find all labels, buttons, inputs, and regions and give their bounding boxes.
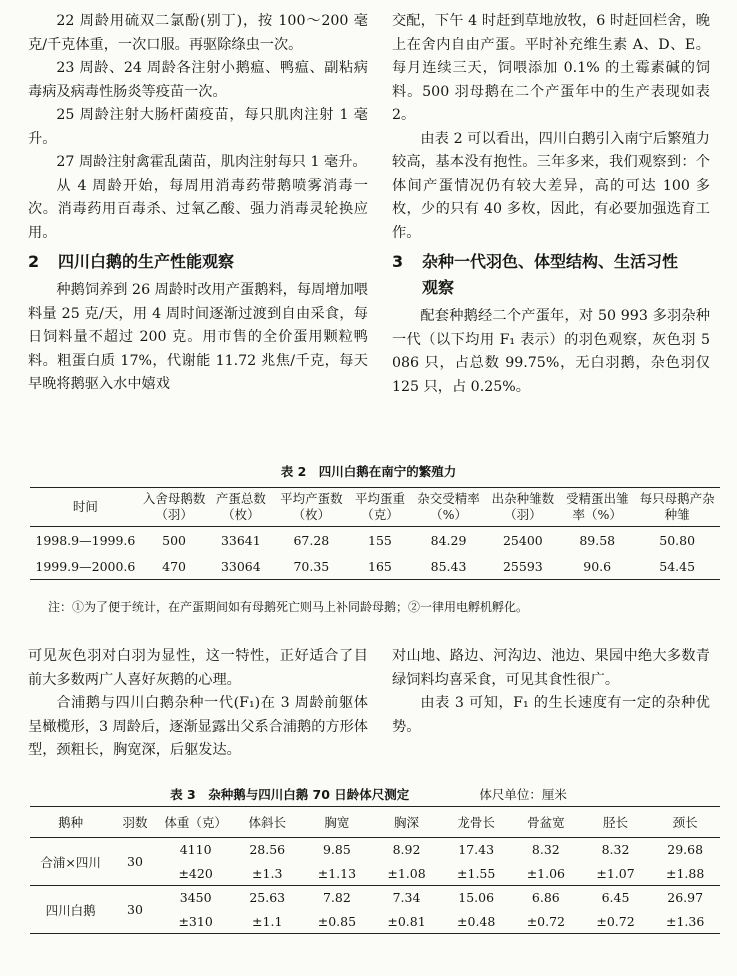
table2-cell: 1998.9—1999.6 [35, 532, 136, 548]
table3-sd: ±1.13 [302, 862, 372, 886]
table3-count: 30 [127, 902, 143, 917]
table3-mean: 6.86 [531, 890, 560, 906]
table2-header: 出杂种雏数（羽） [486, 488, 560, 527]
table2-cell: 155 [368, 532, 392, 548]
column-bottom-left [28, 645, 368, 763]
table3-unit: 体尺单位：厘米 [479, 787, 567, 802]
paragraph-table2-analysis: 由表 2 可以看出，四川白鹅引入南宁后繁殖力较高，基本没有抱性。三年多来，我们观察到：个体间产蛋情况仍有较大差异，高的可达 100 多枚，少的只有 40 多枚，因此，有必要加强选育工作。 [392, 130, 710, 241]
table2-cell: 25400 [502, 532, 543, 548]
table3-mean: 17.43 [458, 842, 495, 858]
table2-caption: 表 2 四川白鹅在南宁的繁殖力 [280, 464, 457, 479]
table2-cell: 165 [368, 558, 392, 574]
table-row [30, 527, 720, 554]
table3-breed: 四川白鹅 [45, 902, 96, 918]
table3-header: 胸宽 [302, 807, 372, 838]
table3-mean: 6.45 [601, 890, 630, 906]
table3-sd: ±1.06 [511, 862, 581, 886]
table3-sd: ±0.48 [457, 913, 496, 929]
table3-header: 体重（克） [159, 807, 233, 838]
table2-header: 受精蛋出雏率（%） [560, 488, 634, 527]
table2-cell: 33641 [220, 532, 261, 548]
table2-cell: 25593 [502, 558, 543, 574]
table3-mean: 4110 [179, 842, 212, 858]
column-top-left [28, 10, 368, 397]
table3-sd: ±1.88 [650, 862, 720, 886]
table2-cell: 67.28 [293, 532, 330, 548]
table2-header: 每只母鹅产杂种雏 [634, 488, 720, 527]
table3-sd: ±1.3 [232, 862, 302, 886]
table3-mean: 25.63 [249, 890, 286, 906]
table3-sd: ±0.72 [526, 913, 565, 929]
table2-cell: 85.43 [430, 558, 467, 574]
table-row [30, 553, 720, 580]
table-row [30, 886, 720, 910]
table3-header: 胸深 [372, 807, 442, 838]
paragraph-body-shape: 合浦鹅与四川白鹅杂种一代(F₁)在 3 周龄前躯体呈橄榄形，3 周龄后，逐渐显露出父系合浦鹅的方形体型，颈粗长，胸宽深，后躯发达。 [28, 695, 368, 758]
table2-header: 平均产蛋数（枚） [274, 488, 348, 527]
table3-sd: ±420 [159, 862, 233, 886]
table3-sd: ±0.81 [387, 913, 426, 929]
table3-caption-line [0, 785, 737, 803]
table2-header: 时间 [30, 488, 141, 527]
table3-sd: ±1.36 [666, 913, 705, 929]
paragraph-foraging: 对山地、路边、河沟边、池边、果园中绝大多数青绿饲料均喜采食，可见其食性很广。 [392, 648, 710, 688]
table3-mean: 8.32 [531, 842, 560, 858]
table3-mean: 7.34 [392, 890, 421, 906]
paragraph-deworm: 22 周龄用硫双二氯酚(别丁)，按 100～200 毫克/千克体重，一次口服。再驱除绦虫一次。 [28, 13, 368, 53]
table3-sd: ±1.1 [252, 913, 283, 929]
table2-cell: 33064 [220, 558, 261, 574]
column-top-right [392, 10, 710, 399]
table3-mean: 15.06 [458, 890, 495, 906]
paragraph-vaccine-25: 25 周龄注射大肠杆菌疫苗，每只肌肉注射 1 毫升。 [28, 107, 368, 147]
table3-breed: 合浦×四川 [30, 838, 111, 886]
table3-mean: 8.92 [392, 842, 421, 858]
paragraph-heterosis: 由表 3 可知，F₁ 的生长速度有一定的杂种优势。 [392, 695, 710, 735]
table3-mean: 28.56 [249, 842, 286, 858]
table2-cell: 70.35 [293, 558, 330, 574]
table2-cell: 470 [162, 558, 186, 574]
table2-note: 注：①为了便于统计，在产蛋期间如有母鹅死亡则马上补同龄母鹅；②一律用电孵机孵化。 [48, 600, 529, 614]
paragraph-mating: 交配，下午 4 时赶到草地放牧，6 时赶回栏舍，晚上在舍内自由产蛋。平时补充维生素 A、D、E。每月连续三天，饲喂添加 0.1% 的土霉素碱的饲料。500 羽母鹅在二个产蛋年中的生产表现如表 2。 [392, 13, 710, 123]
table3-header: 胫长 [581, 807, 651, 838]
table3-sd: ±1.55 [441, 862, 511, 886]
table2-cell: 54.45 [659, 558, 696, 574]
table2-header: 杂交受精率（%） [411, 488, 485, 527]
table2-cell: 50.80 [659, 532, 696, 548]
table3-header: 骨盆宽 [511, 807, 581, 838]
table2-header: 入舍母鹅数（羽） [141, 488, 208, 527]
table3-mean: 9.85 [322, 842, 351, 858]
table3-count: 30 [111, 838, 159, 886]
table2-header-row [30, 488, 720, 527]
table-row [30, 838, 720, 862]
table2-cell: 1999.9—2000.6 [35, 558, 136, 574]
table3-caption: 表 3 杂种鹅与四川白鹅 70 日龄体尺测定 [170, 787, 410, 802]
table2-cell: 89.58 [579, 532, 616, 548]
table3 [30, 806, 720, 934]
paragraph-disinfection: 从 4 周龄开始，每周用消毒药带鹅喷雾消毒一次。消毒药用百毒杀、过氧乙酸、强力消毒灵轮换应用。 [28, 177, 368, 241]
paragraph-vaccine-27: 27 周龄注射禽霍乱菌苗，肌肉注射每只 1 毫升。 [56, 154, 367, 170]
table2-cell: 500 [162, 532, 186, 548]
paragraph-dominance: 可见灰色羽对白羽为显性，这一特性，正好适合了目前大多数两广人喜好灰鹅的心理。 [28, 648, 368, 688]
table3-sd: ±1.08 [372, 862, 442, 886]
table3-header: 体斜长 [232, 807, 302, 838]
table3-header: 鹅种 [30, 807, 111, 838]
table3-sd: ±1.07 [581, 862, 651, 886]
table3-header: 颈长 [650, 807, 720, 838]
paragraph-feather-color: 配套种鹅经二个产蛋年，对 50 993 多羽杂种一代（以下均用 F₁ 表示）的羽色观察，灰色羽 5 086 只，占总数 99.75%，无白羽鹅，杂色羽仅 125 只，占 0.25%。 [392, 308, 710, 395]
table2-header: 平均蛋重（克） [349, 488, 412, 527]
section-2-heading: 2 四川白鹅的生产性能观察 [28, 252, 235, 271]
table3-header: 龙骨长 [441, 807, 511, 838]
table3-sd: ±310 [178, 913, 213, 929]
table3-mean: 7.82 [322, 890, 351, 906]
table2 [30, 487, 720, 580]
table3-sd: ±0.72 [596, 913, 635, 929]
table3-header-row [30, 807, 720, 838]
table3-mean: 8.32 [601, 842, 630, 858]
table2-header: 产蛋总数（枚） [207, 488, 274, 527]
table3-header: 羽数 [111, 807, 159, 838]
table2-cell: 84.29 [430, 532, 467, 548]
table3-mean: 3450 [179, 890, 212, 906]
column-bottom-right [392, 645, 710, 739]
table3-mean: 29.68 [667, 842, 704, 858]
paragraph-feeding: 种鹅饲养到 26 周龄时改用产蛋鹅料，每周增加喂料量 25 克/天，用 4 周时间逐渐过渡到自由采食，每日饲料量不超过 200 克。用市售的全价蛋用颗粒鸭料。粗蛋白质 17%，代谢能 11.72 兆焦/千克，每天早晚将鹅驱入水中嬉戏 [28, 282, 368, 392]
section-3-heading: 3 杂种一代羽色、体型结构、生活习性 观察 [392, 252, 679, 297]
table2-cell: 90.6 [583, 558, 612, 574]
paragraph-vaccine-23-24: 23 周龄、24 周龄各注射小鹅瘟、鸭瘟、副粘病毒病及病毒性肠炎等疫苗一次。 [28, 60, 368, 100]
table3-mean: 26.97 [667, 890, 704, 906]
table3-sd: ±0.85 [317, 913, 357, 929]
